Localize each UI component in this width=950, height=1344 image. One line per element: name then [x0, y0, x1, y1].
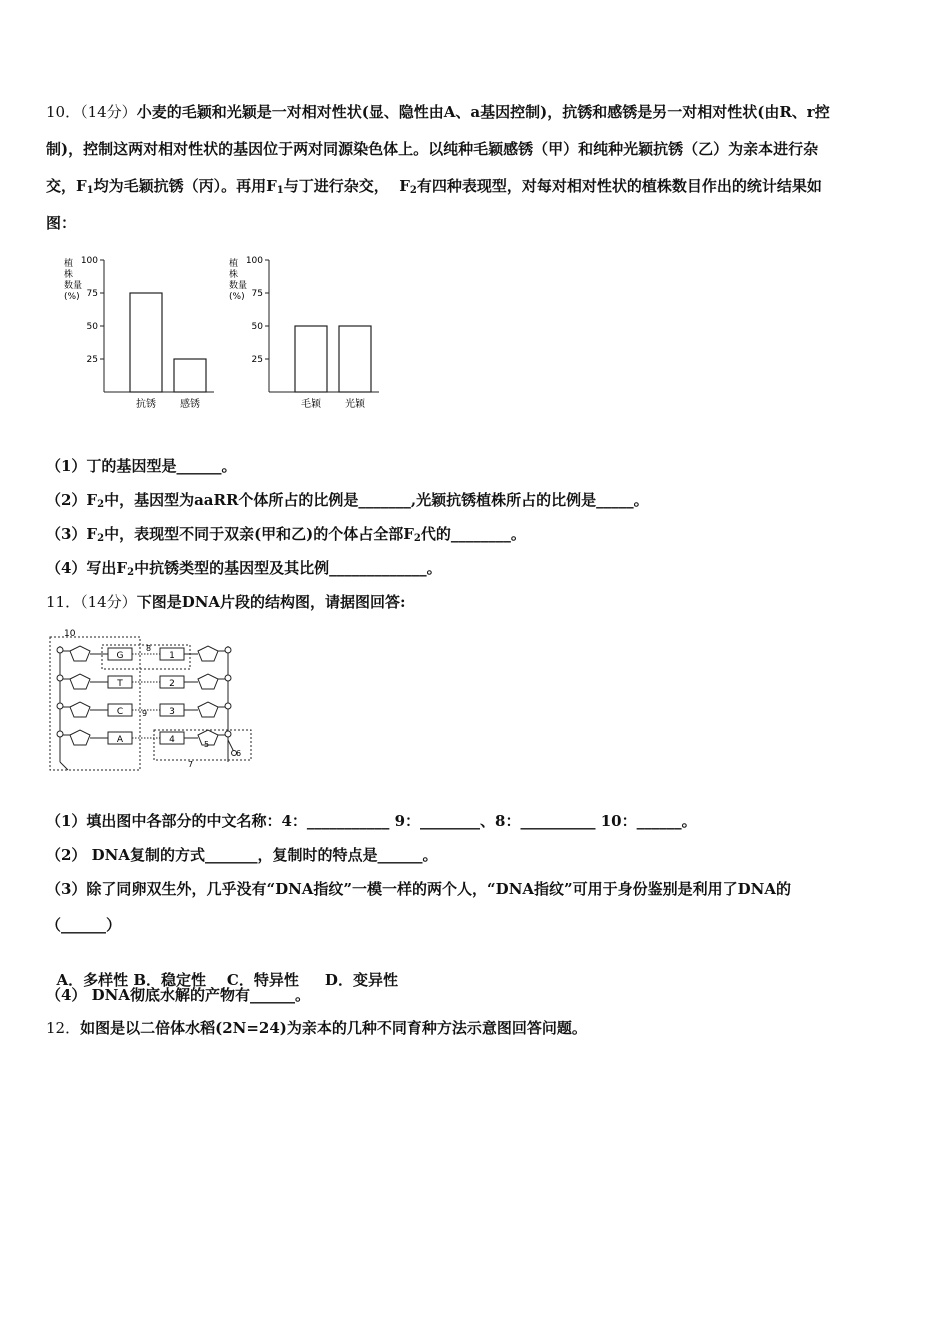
q10-line2: [46, 139, 908, 159]
q10-text-3c: 与丁进行杂交， F: [283, 177, 410, 195]
q10-text-3a: 交，F: [46, 177, 87, 195]
y-tick-label: 25: [86, 355, 98, 365]
chart-hair-type: [229, 256, 379, 410]
q11-options-text: A．多样性 B．稳定性 C．特异性 D．变异性: [56, 971, 398, 989]
q10-text-4: 图：: [46, 214, 77, 232]
q11-sub3b-text: （______）: [46, 916, 122, 934]
bar-left-1: [174, 359, 206, 392]
q11-sub1: [46, 811, 908, 831]
deoxyribose: [70, 646, 90, 661]
label-7: 7: [188, 760, 194, 769]
label-6: 6: [236, 749, 242, 758]
chart-rust-resistance: [64, 256, 214, 410]
phosphate: [225, 703, 231, 709]
q10-sub2-b: 中，基因型为aaRR个体所占的比例是_______,光颖抗锈植株所占的比例是_____。: [104, 491, 649, 509]
right-base-label: 4: [169, 735, 175, 745]
q11-title-line: [46, 592, 908, 612]
q12-text: 如图是以二倍体水稻(2N=24)为亲本的几种不同育种方法示意图回答问题。: [80, 1019, 587, 1037]
label-10: 10: [64, 629, 76, 639]
y-tick-label: 50: [86, 322, 98, 332]
q10-line4: [46, 213, 908, 233]
q10-sub4: [46, 558, 908, 578]
q12-number: 12．: [46, 1019, 81, 1037]
right-base-label: 3: [169, 707, 175, 717]
q10-sub-1: 1: [86, 185, 94, 196]
y-tick-label: 75: [251, 289, 263, 299]
q10-sub3-b: 中，表现型不同于双亲(甲和乙)的个体占全部F: [104, 525, 414, 543]
phosphate: [57, 647, 63, 653]
x-tick-label: 感锈: [180, 399, 200, 410]
deoxyribose: [70, 674, 90, 689]
y-axis-label: 植: [64, 259, 74, 269]
left-base-label: T: [117, 679, 123, 689]
label-8: 8: [146, 644, 152, 653]
phosphate: [225, 647, 231, 653]
x-tick-label: 光颖: [345, 399, 365, 410]
label-5: 5: [204, 740, 210, 749]
q11-sub3-text: （3）除了同卵双生外，几乎没有“DNA指纹”一模一样的两个人，“DNA指纹”可用于身份鉴别是利用了DNA的: [46, 880, 792, 898]
q11-sub4: [46, 985, 908, 1005]
q10-sub4-sub: 2: [127, 567, 135, 578]
q11-sub3: [46, 879, 908, 899]
bar-right-1: [339, 326, 371, 392]
q10-text-3b: 均为毛颖抗锈（丙）。再用F: [93, 177, 277, 195]
q10-charts: [56, 252, 386, 417]
q10-sub3: [46, 524, 908, 544]
y-axis-label: (%): [64, 292, 80, 302]
phosphate: [225, 675, 231, 681]
right-base-label: 2: [169, 679, 175, 689]
y-tick-label: 100: [245, 256, 263, 266]
deoxyribose: [70, 702, 90, 717]
q10-text-1: 小麦的毛颖和光颖是一对相对性状(显、隐性由A、a基因控制)，抗锈和感锈是另一对相对性状(由R、r控: [136, 103, 830, 121]
q10-sub2-sub: 2: [97, 499, 105, 510]
phosphate: [225, 731, 231, 737]
deoxyribose: [198, 702, 218, 717]
left-base-label: A: [116, 735, 124, 745]
q12-line: [46, 1018, 908, 1038]
deoxyribose: [198, 674, 218, 689]
q10-number: 10．（14分）: [46, 103, 137, 121]
q10-sub3-a: （3）F: [46, 525, 98, 543]
q10-sub4-b: 中抗锈类型的基因型及其比例_____________。: [134, 559, 442, 577]
bar-left-0: [130, 293, 162, 392]
y-axis-label: 数量: [64, 281, 83, 291]
bond: [60, 762, 68, 770]
q11-options: [46, 950, 908, 990]
phosphate: [57, 731, 63, 737]
q11-number: 11．（14分）: [46, 593, 137, 611]
deoxyribose: [198, 646, 218, 661]
phosphate: [57, 675, 63, 681]
phosphate: [57, 703, 63, 709]
y-axis-label: 株: [64, 270, 74, 280]
deoxyribose: [70, 730, 90, 745]
left-base-label: C: [116, 707, 124, 717]
q10-sub2-a: （2）F: [46, 491, 98, 509]
q11-sub3b: [46, 915, 908, 935]
y-tick-label: 75: [86, 289, 98, 299]
x-tick-label: 毛颖: [301, 399, 321, 410]
y-tick-label: 100: [80, 256, 98, 266]
q10-sub1-text: （1）丁的基因型是______。: [46, 457, 237, 475]
y-axis-label: 植: [229, 259, 239, 269]
y-axis-label: 数量: [229, 281, 248, 291]
q10-sub1: [46, 456, 908, 476]
q11-title: 下图是DNA片段的结构图，请据图回答:: [136, 593, 406, 611]
q10-sub3-sub2: 2: [413, 533, 421, 544]
y-tick-label: 25: [251, 355, 263, 365]
left-base-label: G: [116, 651, 124, 661]
q10-sub3-sub: 2: [97, 533, 105, 544]
q10-text-2: 制)，控制这两对相对性状的基因位于两对同源染色体上。以纯种毛颖感锈（甲）和纯种光颖抗锈（乙）为亲本进行杂: [46, 140, 819, 158]
q10-sub-3: 2: [409, 185, 417, 196]
right-base-label: 1: [169, 651, 175, 661]
q10-line1: [46, 102, 908, 122]
y-axis-label: 株: [229, 270, 239, 280]
q11-sub2-text: （2） DNA复制的方式_______，复制时的特点是______。: [46, 846, 438, 864]
q10-sub-2: 1: [276, 185, 284, 196]
y-tick-label: 50: [251, 322, 263, 332]
q10-line3: [46, 176, 908, 196]
q10-sub2: [46, 490, 908, 510]
q10-sub4-a: （4）写出F: [46, 559, 128, 577]
y-axis-label: (%): [229, 292, 245, 302]
q11-sub4-text: （4） DNA彻底水解的产物有______。: [46, 986, 311, 1004]
x-tick-label: 抗锈: [136, 399, 156, 410]
q10-text-3d: 有四种表现型，对每对相对性状的植株数目作出的统计结果如: [416, 177, 822, 195]
label-9: 9: [142, 709, 148, 718]
bar-right-0: [295, 326, 327, 392]
q11-sub2: [46, 845, 908, 865]
q11-sub1-text: （1）填出图中各部分的中文名称：4：___________ 9：________、8：__________ 10：______。: [46, 812, 697, 830]
q10-sub3-c: 代的________。: [420, 525, 526, 543]
dna-structure-figure: [46, 626, 256, 774]
